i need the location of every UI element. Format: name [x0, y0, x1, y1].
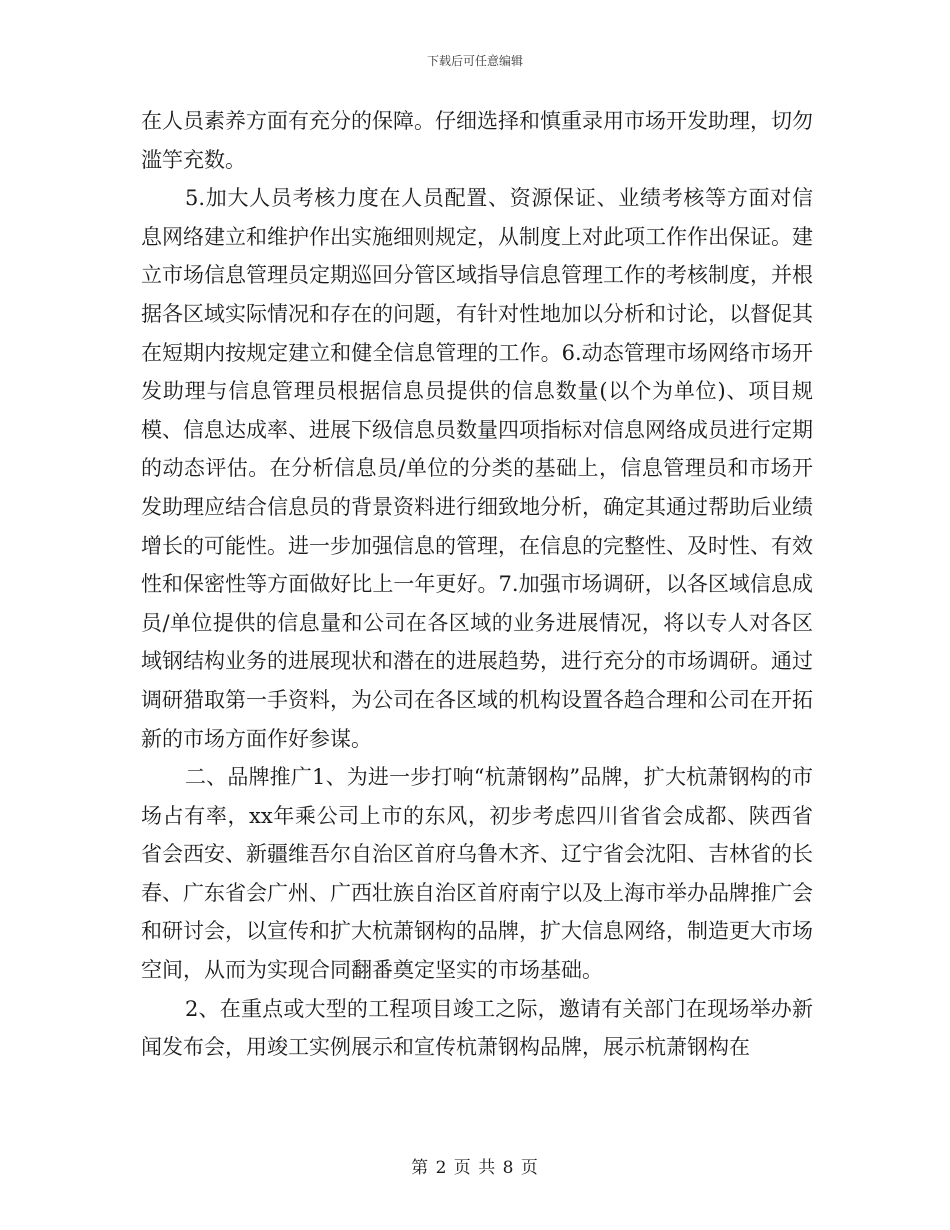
paragraph-4: 2、在重点或大型的工程项目竣工之际，邀请有关部门在现场举办新闻发布会，用竣工实例展示和宣传杭萧钢构品牌，展示杭萧钢构在: [141, 996, 813, 1060]
header-note: 下载后可任意编辑: [426, 54, 523, 68]
page-number-label: 第 2 页 共 8 页: [411, 1158, 539, 1178]
paragraph-3: 二、品牌推广1、为进一步打响“杭萧钢构”品牌，扩大杭萧钢构的市场占有率，xx年乘公司上市的东风，初步考虑四川省省会成都、陕西省省会西安、新疆维吾尔自治区首府乌鲁木齐、辽宁省会沈阳、吉林省的长春、广东省会广州、广西壮族自治区首府南宁以及上海市举办品牌推广会和研讨会，以宣传和扩大杭萧钢构的品牌，扩大信息网络，制造更大市场空间，从而为实现合同翻番奠定坚实的市场基础。: [141, 765, 813, 983]
paragraph-1: 在人员素养方面有充分的保障。仔细选择和慎重录用市场开发助理，切勿滥竽充数。: [141, 109, 813, 172]
paragraph-2: 5.加大人员考核力度在人员配置、资源保证、业绩考核等方面对信息网络建立和维护作出实施细则规定，从制度上对此项工作作出保证。建立市场信息管理员定期巡回分管区域指导信息管理工作的考核制度，并根据各区域实际情况和存在的问题，有针对性地加以分析和讨论，以督促其在短期内按规定建立和健全信息管理的工作。6.动态管理市场网络市场开发助理与信息管理员根据信息员提供的信息数量(以个为单位)、项目规模、信息达成率、进展下级信息员数量四项指标对信息网络成员进行定期的动态评估。在分析信息员/单位的分类的基础上，信息管理员和市场开发助理应结合信息员的背景资料进行细致地分析，确定其通过帮助后业绩增长的可能性。进一步加强信息的管理，在信息的完整性、及时性、有效性和保密性等方面做好比上一年更好。7.加强市场调研，以各区域信息成员/单位提供的信息量和公司在各区域的业务进展情况，将以专人对各区域钢结构业务的进展现状和潜在的进展趋势，进行充分的市场调研。通过调研猎取第一手资料，为公司在各区域的机构设置各趋合理和公司在开拓新的市场方面作好参谋。: [141, 186, 813, 751]
page-number: [0, 1153, 950, 1178]
document-body: [141, 102, 813, 1067]
